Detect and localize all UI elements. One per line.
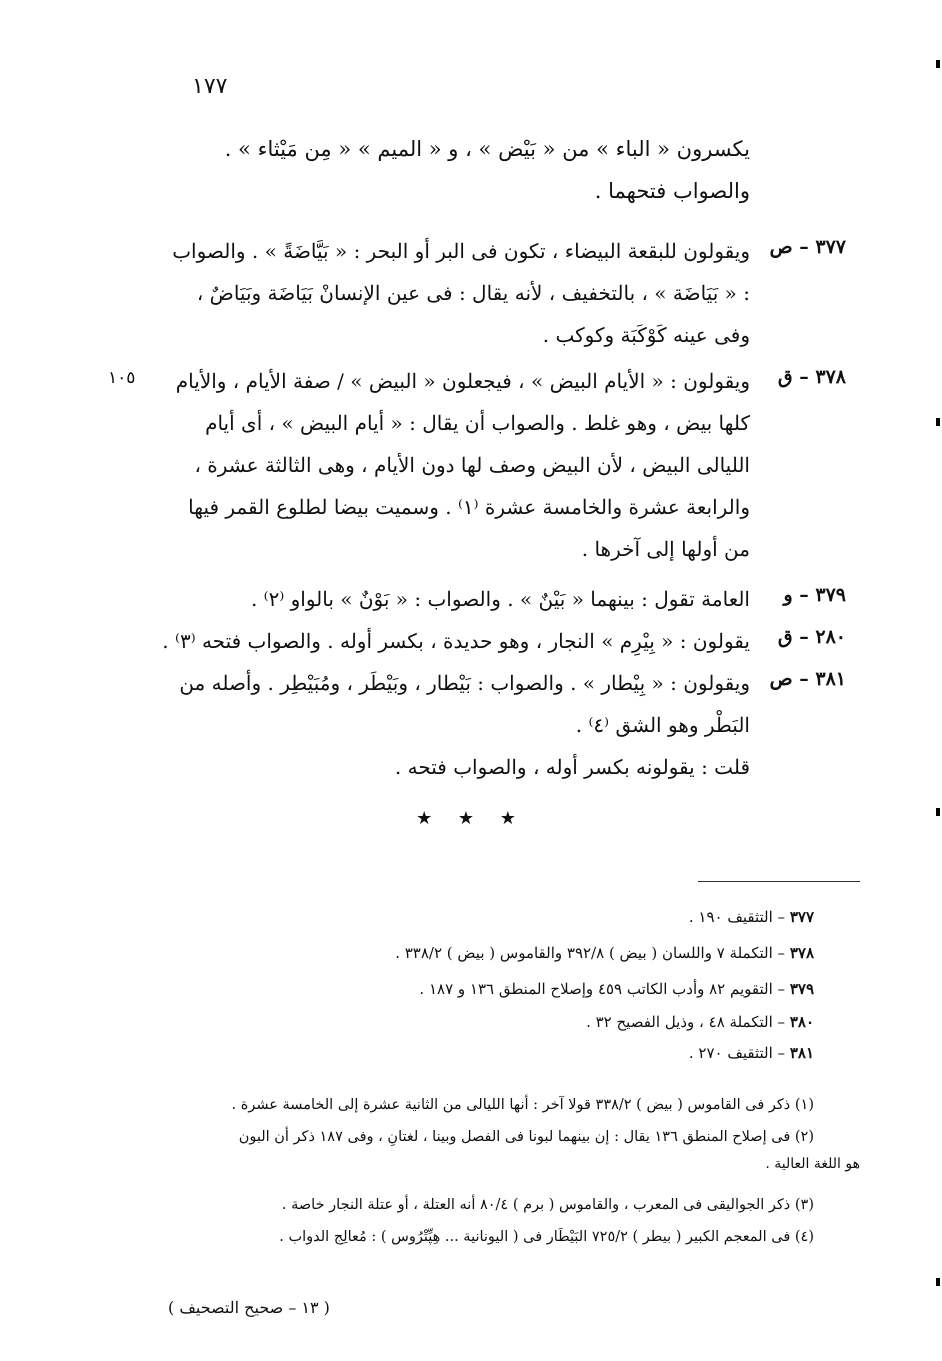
scan-edge-mark: [936, 60, 940, 68]
footnote-continuation: هو اللغة العالية .: [765, 1156, 860, 1172]
signature-mark: ( ١٣ – صحيح التصحيف ): [168, 1298, 330, 1317]
entry-text: العامة تقول : بينهما « بَيْنٌ » . والصواب : « بَوْنٌ » بالواو ⁽٢⁾ .: [250, 587, 750, 611]
entry-number: ٣٧٨ – ق: [777, 366, 846, 388]
scan-edge-mark: [936, 418, 940, 426]
footnote: (١) ذكر فى القاموس ( بيض ) ٣٣٨/٢ قولا آخر : أنها الليالى من الثانية عشرة إلى الخامسة عشرة .: [231, 1097, 814, 1113]
footnote: (٤) فى المعجم الكبير ( بيطر ) ٧٢٥/٢ البَيْطَار فى ( اليونانية ... هِپِّتْرُوس ) : مُعالِج الدواب .: [279, 1229, 814, 1245]
entry-number: ٢٨٠ – ق: [777, 626, 846, 648]
entry-text: يقولون : « بِيْرِم » النجار ، وهو حديدة ، بكسر أوله . والصواب فتحه ⁽٣⁾ .: [162, 629, 750, 653]
scan-edge-mark: [936, 1278, 940, 1286]
section-divider-stars: ★ ★ ★: [416, 808, 526, 829]
entry-text: ويقولون : « بِيْطار » . والصواب : بَيْطار ، وبَيْطَر ، ومُبَيْطِر . وأصله من البَطْر وهو الشق ⁽٤⁾ .: [179, 671, 750, 737]
source-reference: ٣٧٩ – التقويم ٨٢ وأدب الكاتب ٤٥٩ وإصلاح المنطق ١٣٦ و ١٨٧ .: [419, 980, 814, 998]
scan-edge-mark: [936, 808, 940, 816]
source-reference: ٣٧٨ – التكملة ٧ واللسان ( بيض ) ٣٩٢/٨ والقاموس ( بيض ) ٣٣٨/٢ .: [395, 944, 814, 962]
remark-line: قلت : يقولونه بكسر أوله ، والصواب فتحه .: [394, 755, 750, 779]
margin-page-reference: ١٠٥: [108, 368, 136, 388]
footnote: (٢) فى إصلاح المنطق ١٣٦ يقال : إن بينهما لبونا فى الفصل وبينا ، لغتانِ ، وفى ١٨٧ ذكر أن البون: [238, 1129, 814, 1145]
source-reference: ٣٨١ – التثقيف ٢٧٠ .: [688, 1044, 814, 1062]
continuation-paragraph: يكسرون « الباء » من « بَيْض » ، و « الميم » « مِن مَيْثاء » . والصواب فتحهما .: [224, 137, 750, 203]
source-reference: ٣٧٧ – التثقيف ١٩٠ .: [688, 908, 814, 926]
source-reference: ٣٨٠ – التكملة ٤٨ ، وذيل الفصيح ٣٢ .: [586, 1013, 814, 1031]
entry-text: ويقولون للبقعة البيضاء ، تكون فى البر أو البحر : « بَيَّاضَةً » . والصواب : « بَيَاضَة » ، بالتخفيف ، لأنه يقال : فى عين الإنسانْ بَيَاضَة وبَيَاضٌ ، وفى عينه كَوْكَبَة وكوكب .: [172, 239, 750, 347]
footnote-rule: [698, 881, 860, 882]
entry-number: ٣٨١ – ص: [769, 668, 846, 690]
entry-number: ٣٧٧ – ص: [769, 236, 846, 258]
entry-number: ٣٧٩ – و: [783, 584, 846, 606]
footnote: (٣) ذكر الجواليقى فى المعرب ، والقاموس ( برم ) ٨٠/٤ أنه العتلة ، أو عتلة النجار خاصة .: [281, 1197, 814, 1213]
page-number: ١٧٧: [192, 74, 228, 99]
entry-text: ويقولون : « الأيام البيض » ، فيجعلون « البيض » / صفة الأيام ، والأيام كلها بيض ، وهو غلط . والصواب أن يقال : « أيام البيض » ، أى أيام الليالى البيض ، لأن البيض وصف لها دون الأيام ، وهى الثالثة عشرة ، والرابعة عشرة والخامسة عشرة ⁽١⁾ . وسميت بيضا لطلوع القمر فيها من أولها إلى آخرها .: [175, 369, 750, 561]
